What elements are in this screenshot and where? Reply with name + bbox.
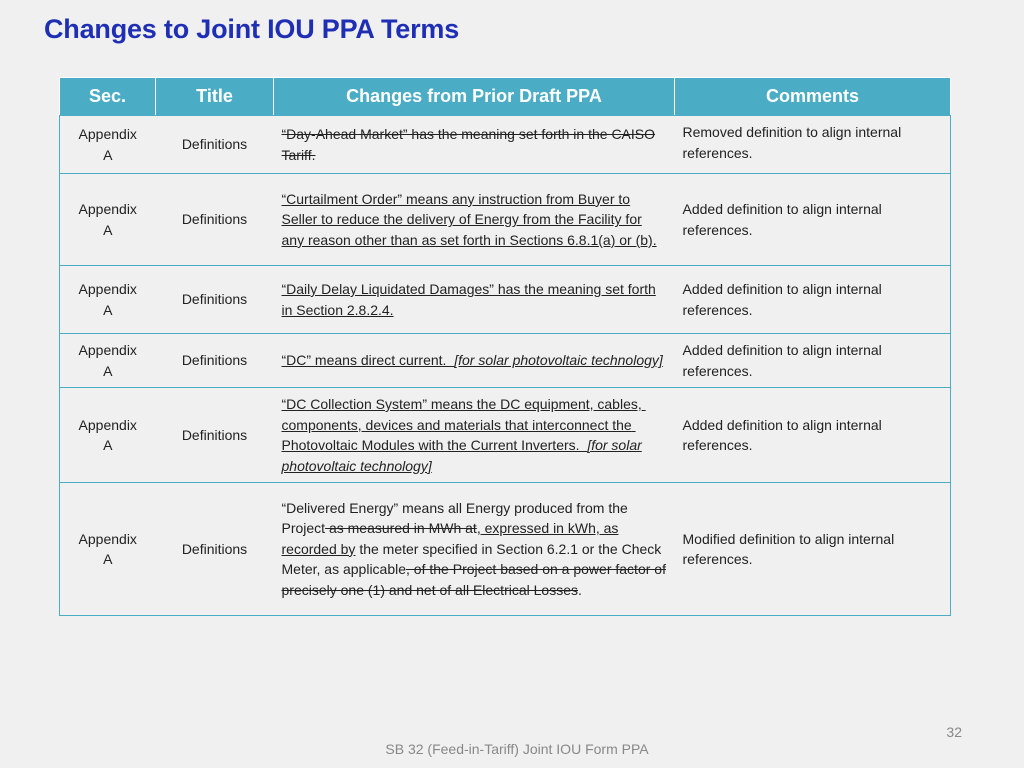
sec-cell	[60, 174, 156, 266]
sec-line: A	[103, 437, 113, 453]
table-row	[60, 334, 951, 388]
sec-cell	[60, 116, 156, 174]
inserted-text: “Curtailment Order” means any instruction from Buyer to Seller to reduce the delivery of Energy from the Facility for any reason other than as set forth in Sections 6.8.1(a) or (b).	[281, 190, 657, 248]
title-cell: Definitions	[156, 483, 274, 616]
table-row	[60, 174, 951, 266]
title-cell: Definitions	[156, 388, 274, 483]
table-row	[60, 116, 951, 174]
comment-cell: Added definition to align internal references.	[675, 174, 951, 266]
comment-cell: Removed definition to align internal references.	[675, 116, 951, 174]
deleted-text: “Day-Ahead Market” has the meaning set forth in the CAISO Tariff.	[281, 126, 656, 163]
sec-line: A	[103, 551, 113, 567]
inserted-text: “DC Collection System” means the DC equipment, cables, components, devices and materials that interconnect the Photovoltaic Modules with the Current Inverters.	[281, 396, 646, 453]
change-cell	[274, 334, 675, 388]
sec-line: A	[103, 146, 113, 163]
page-number: 32	[946, 724, 962, 740]
title-cell: Definitions	[156, 334, 274, 388]
sec-cell	[60, 388, 156, 483]
sec-line: Appendix	[78, 201, 137, 217]
inserted-italic-text: [for solar photovoltaic technology]	[281, 437, 642, 474]
title-cell: Definitions	[156, 174, 274, 266]
table-row	[60, 266, 951, 334]
change-cell	[274, 116, 675, 174]
comment-cell: Added definition to align internal references.	[675, 266, 951, 334]
sec-line: Appendix	[78, 342, 137, 358]
comment-cell: Added definition to align internal references.	[675, 334, 951, 388]
title-cell: Definitions	[156, 116, 274, 174]
change-cell	[274, 266, 675, 334]
sec-cell	[60, 483, 156, 616]
sec-line: A	[103, 221, 113, 238]
inserted-italic-text: [for solar photovoltaic technology]	[454, 352, 663, 369]
plain-text: .	[577, 581, 582, 598]
sec-cell	[60, 334, 156, 388]
slide-title: Changes to Joint IOU PPA Terms	[44, 14, 460, 44]
table-row	[60, 388, 951, 483]
sec-line: A	[103, 362, 113, 379]
sec-line: Appendix	[78, 416, 137, 433]
change-cell	[274, 483, 675, 616]
sec-line: Appendix	[78, 281, 137, 297]
header-title: Title	[156, 78, 274, 116]
header-changes: Changes from Prior Draft PPA	[274, 78, 675, 116]
sec-line: A	[103, 301, 113, 318]
header-comments: Comments	[675, 78, 951, 116]
plain-text: the meter specified in Section 6.2.1 or the Check Meter, as applicable	[281, 540, 662, 578]
inserted-text: “DC” means direct current.	[281, 352, 455, 369]
comment-cell: Added definition to align internal references.	[675, 388, 951, 483]
inserted-text: “Daily Delay Liquidated Damages” has the meaning set forth in Section 2.8.2.4.	[281, 281, 656, 318]
ppa-changes-table	[59, 77, 951, 616]
slide-footer: SB 32 (Feed-in-Tariff) Joint IOU Form PPA	[385, 741, 649, 757]
sec-line: Appendix	[78, 126, 137, 142]
plain-text: “Delivered Energy” means all Energy produced from the Project	[281, 499, 628, 537]
header-sec: Sec.	[60, 78, 156, 116]
change-cell	[274, 388, 675, 483]
title-cell: Definitions	[156, 266, 274, 334]
table-row	[60, 483, 951, 616]
sec-cell	[60, 266, 156, 334]
sec-line: Appendix	[78, 530, 137, 547]
deleted-text: as measured in MWh at	[325, 520, 477, 537]
deleted-text: , of the Project based on a power factor of precisely one (1) and net of all Electrical Losses	[281, 561, 666, 598]
inserted-text: , expressed in kWh, as recorded by	[281, 520, 619, 557]
comment-cell: Modified definition to align internal references.	[675, 483, 951, 616]
table-header-row	[60, 78, 951, 116]
change-cell	[274, 174, 675, 266]
